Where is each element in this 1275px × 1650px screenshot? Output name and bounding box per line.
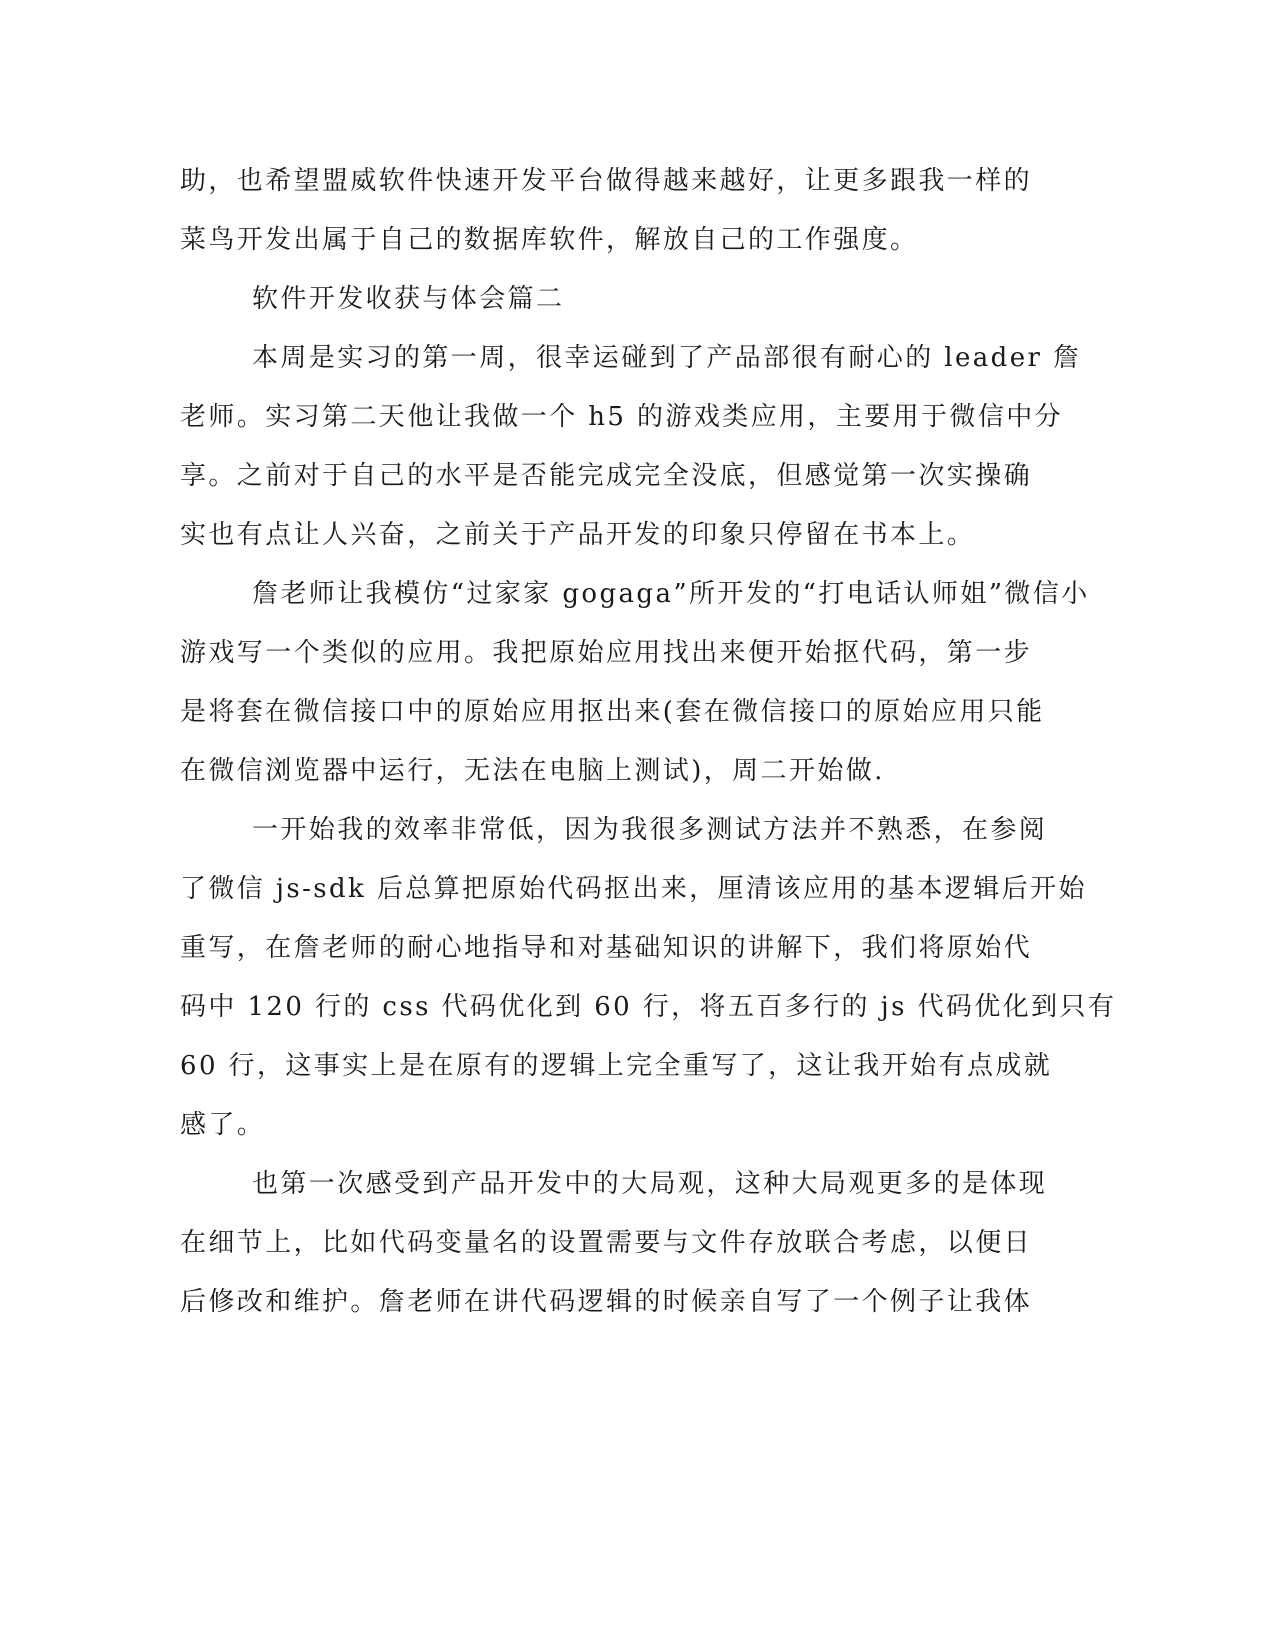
text-line: 后修改和维护。詹老师在讲代码逻辑的时候亲自写了一个例子让我体 [180, 1287, 1033, 1317]
text-line: 重写，在詹老师的耐心地指导和对基础知识的讲解下，我们将原始代 [180, 933, 1033, 963]
text-line: 助，也希望盟威软件快速开发平台做得越来越好，让更多跟我一样的 [180, 166, 1033, 196]
text-line: 实也有点让人兴奋，之前关于产品开发的印象只停留在书本上。 [180, 520, 976, 550]
text-line: 一开始我的效率非常低，因为我很多测试方法并不熟悉，在参阅 [252, 815, 1048, 845]
text-line: 老师。实习第二天他让我做一个 h5 的游戏类应用，主要用于微信中分 [180, 402, 1064, 432]
text-line: 在细节上，比如代码变量名的设置需要与文件存放联合考虑，以便日 [180, 1228, 1033, 1258]
text-line: 在微信浏览器中运行，无法在电脑上测试)，周二开始做. [180, 756, 885, 786]
text-line: 码中 120 行的 css 代码优化到 60 行，将五百多行的 js 代码优化到只有 [180, 992, 1117, 1022]
section-heading: 软件开发收获与体会篇二 [252, 284, 565, 314]
text-line: 也第一次感受到产品开发中的大局观，这种大局观更多的是体现 [252, 1169, 1048, 1199]
text-line: 詹老师让我模仿“过家家 gogaga”所开发的“打电话认师姐”微信小 [252, 579, 1090, 609]
text-line: 感了。 [180, 1110, 266, 1140]
text-line: 60 行，这事实上是在原有的逻辑上完全重写了，这让我开始有点成就 [180, 1051, 1053, 1081]
text-line: 菜鸟开发出属于自己的数据库软件，解放自己的工作强度。 [180, 225, 919, 255]
text-line: 本周是实习的第一周，很幸运碰到了产品部很有耐心的 leader 詹 [252, 343, 1082, 373]
text-line: 了微信 js-sdk 后总算把原始代码抠出来，厘清该应用的基本逻辑后开始 [180, 874, 1087, 904]
text-line: 是将套在微信接口中的原始应用抠出来(套在微信接口的原始应用只能 [180, 697, 1045, 727]
text-line: 享。之前对于自己的水平是否能完成完全没底，但感觉第一次实操确 [180, 461, 1033, 491]
text-line: 游戏写一个类似的应用。我把原始应用找出来便开始抠代码，第一步 [180, 638, 1033, 668]
